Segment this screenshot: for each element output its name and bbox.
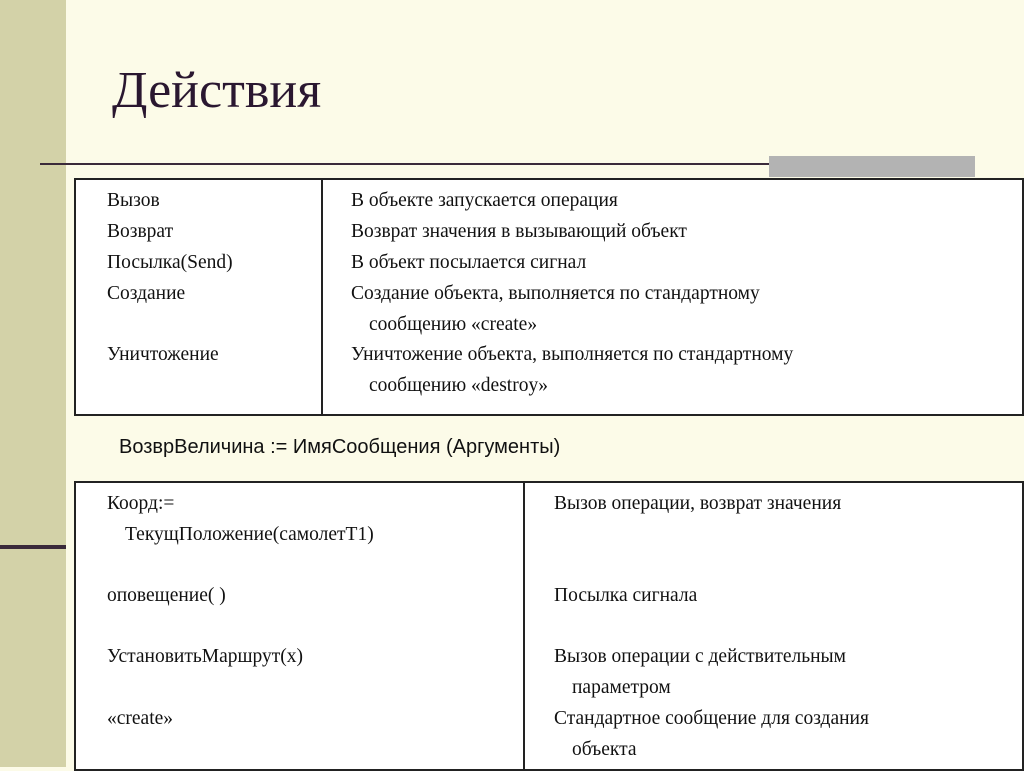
table-description-line: Вызов операции с действительным xyxy=(554,646,846,667)
table-description-continuation: объекта xyxy=(572,738,637,760)
table-term-continuation: ТекущПоложение(самолетТ1) xyxy=(125,523,374,545)
table-description-continuation: параметром xyxy=(572,676,671,698)
table-description xyxy=(554,642,1016,703)
table-term: УстановитьМаршрут(x) xyxy=(107,646,304,667)
table-description xyxy=(554,704,1016,765)
table-description xyxy=(351,217,1016,248)
table-description-line: Создание объекта, выполняется по стандартному xyxy=(351,283,760,304)
slide-title: Действия xyxy=(112,62,322,119)
table-term: Возврат xyxy=(107,221,174,242)
table-description xyxy=(351,340,1016,401)
table-description-line: В объекте запускается операция xyxy=(351,190,618,211)
table-description xyxy=(351,248,1016,279)
table-description xyxy=(554,581,1016,612)
table-term: Посылка(Send) xyxy=(107,252,233,273)
table-term: Создание xyxy=(107,283,186,304)
message-examples-table xyxy=(74,481,1024,771)
table-description-line: В объект посылается сигнал xyxy=(351,252,587,273)
table-description xyxy=(351,279,1016,340)
table-term: «create» xyxy=(107,708,174,729)
table-description-line: Вызов операции, возврат значения xyxy=(554,493,842,514)
table-term-line: Коорд:= xyxy=(107,493,175,514)
table-term: Уничтожение xyxy=(107,344,219,365)
table-description xyxy=(351,186,1016,217)
table-column-divider xyxy=(321,180,323,414)
table-description-line: Посылка сигнала xyxy=(554,585,698,606)
table-description-line: Стандартное сообщение для создания xyxy=(554,708,869,729)
table-description-line: Уничтожение объекта, выполняется по стандартному xyxy=(351,344,794,365)
table-description xyxy=(554,489,1016,520)
table-description-continuation: сообщению «destroy» xyxy=(369,374,548,396)
table-description-continuation: сообщению «create» xyxy=(369,313,538,335)
title-underline-accent xyxy=(769,156,975,177)
table-term xyxy=(107,489,374,550)
table-term: оповещение( ) xyxy=(107,585,226,606)
message-syntax-formula: ВозврВеличина := ИмяСообщения (Аргументы) xyxy=(119,436,561,458)
table-term: Вызов xyxy=(107,190,160,211)
table-description-line: Возврат значения в вызывающий объект xyxy=(351,221,687,242)
left-bar-accent-line xyxy=(0,545,66,549)
message-types-table xyxy=(74,178,1024,416)
table-column-divider xyxy=(523,483,525,769)
left-decorative-bar xyxy=(0,0,66,767)
